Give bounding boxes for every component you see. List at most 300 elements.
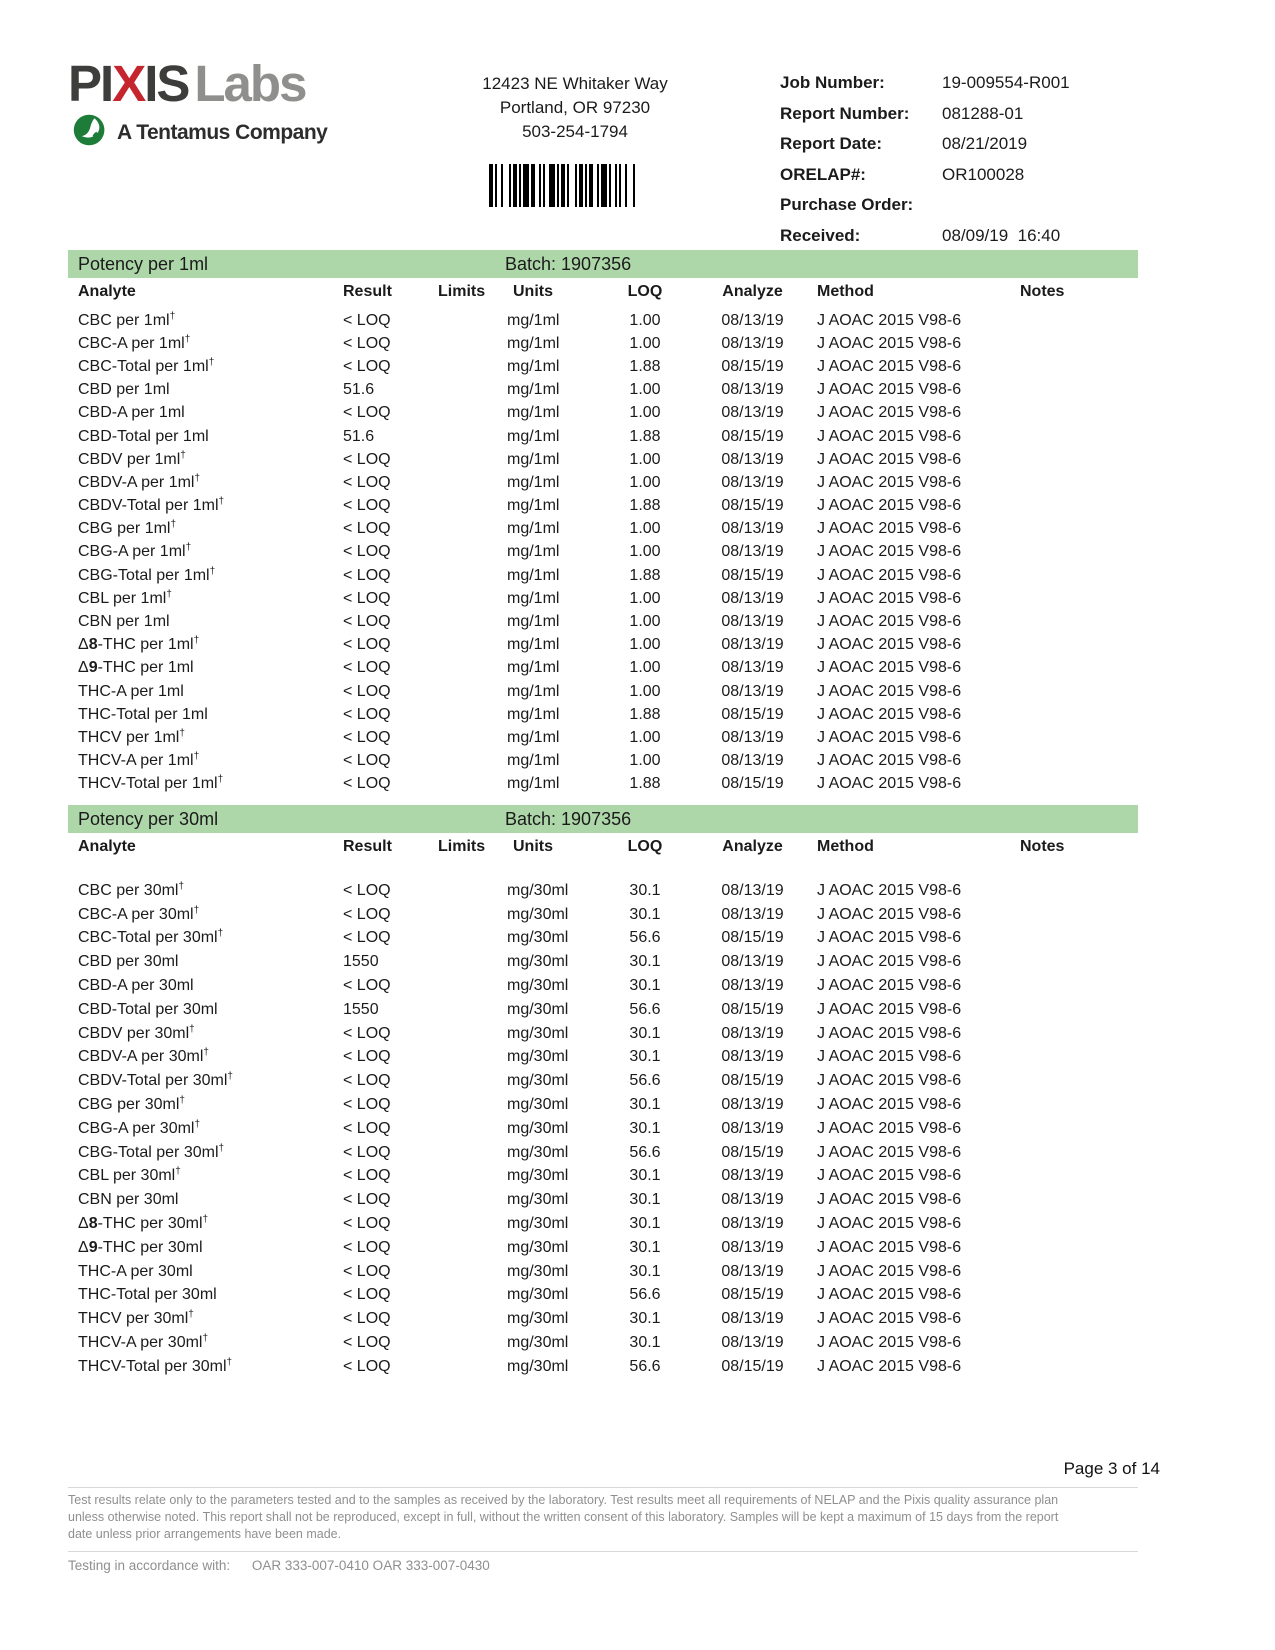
analyte-name: THCV-A per 30ml† xyxy=(78,1333,209,1352)
loq-value: 30.1 xyxy=(629,977,661,995)
loq-value: 30.1 xyxy=(629,1048,661,1066)
analyte-name: CBDV-A per 1ml† xyxy=(78,472,201,491)
units-value: mg/1ml xyxy=(507,659,560,677)
analyze-date: 08/13/19 xyxy=(721,311,784,329)
analyte-name: THCV-A per 1ml† xyxy=(78,751,200,770)
result-value: < LOQ xyxy=(343,636,391,654)
analyze-date: 08/13/19 xyxy=(721,1334,784,1352)
result-value: < LOQ xyxy=(343,775,391,793)
method-name: J AOAC 2015 V98-6 xyxy=(817,929,962,947)
analyze-date: 08/15/19 xyxy=(721,929,784,947)
logo-text-pi: PI xyxy=(68,55,113,112)
method-name: J AOAC 2015 V98-6 xyxy=(817,520,962,538)
report-info xyxy=(780,68,1170,251)
result-value: 1550 xyxy=(343,953,379,971)
info-label: Purchase Order: xyxy=(780,195,914,215)
loq-value: 56.6 xyxy=(629,1286,661,1304)
units-value: mg/30ml xyxy=(507,1096,569,1114)
analyze-date: 08/13/19 xyxy=(721,381,784,399)
info-value: 08/09/19 16:40 xyxy=(942,225,1061,245)
analyze-date: 08/15/19 xyxy=(721,1286,784,1304)
result-value: < LOQ xyxy=(343,404,391,422)
analyte-name: CBN per 1ml xyxy=(78,613,170,631)
method-name: J AOAC 2015 V98-6 xyxy=(817,589,962,607)
result-value: < LOQ xyxy=(343,1334,391,1352)
table-row xyxy=(68,425,1138,448)
method-name: J AOAC 2015 V98-6 xyxy=(817,1238,962,1256)
table-row xyxy=(68,1117,1138,1141)
analyze-date: 08/13/19 xyxy=(721,881,784,899)
analyze-date: 08/13/19 xyxy=(721,752,784,770)
table-row xyxy=(68,471,1138,494)
analyze-date: 08/13/19 xyxy=(721,659,784,677)
result-value: 51.6 xyxy=(343,427,375,445)
analyze-date: 08/13/19 xyxy=(721,682,784,700)
table-row xyxy=(68,1260,1138,1284)
info-label: Job Number: xyxy=(780,73,885,93)
analyte-name: THCV-Total per 1ml† xyxy=(78,774,224,793)
info-row-purchase-order xyxy=(780,190,1170,221)
method-name: J AOAC 2015 V98-6 xyxy=(817,404,962,422)
units-value: mg/30ml xyxy=(507,1262,569,1280)
method-name: J AOAC 2015 V98-6 xyxy=(817,1286,962,1304)
loq-value: 1.00 xyxy=(629,473,661,491)
units-value: mg/1ml xyxy=(507,381,560,399)
column-header-analyte: Analyte xyxy=(78,838,136,855)
units-value: mg/30ml xyxy=(507,1357,569,1375)
analyte-name: THC-Total per 1ml xyxy=(78,705,208,723)
info-value: 08/21/2019 xyxy=(942,134,1028,154)
analyze-date: 08/13/19 xyxy=(721,473,784,491)
loq-value: 1.00 xyxy=(629,381,661,399)
table-row xyxy=(68,448,1138,471)
loq-value: 1.88 xyxy=(629,775,661,793)
analyte-name: CBL per 1ml† xyxy=(78,588,172,607)
table-row xyxy=(68,1307,1138,1331)
analyte-name: CBDV per 1ml† xyxy=(78,449,186,468)
table-row xyxy=(68,927,1138,951)
result-value: < LOQ xyxy=(343,977,391,995)
method-name: J AOAC 2015 V98-6 xyxy=(817,381,962,399)
address-line-2: Portland, OR 97230 xyxy=(499,98,651,117)
section-title: Potency per 30ml xyxy=(78,809,219,829)
info-value: 081288-01 xyxy=(942,103,1024,123)
analyte-name: CBN per 30ml xyxy=(78,1191,179,1209)
table-row xyxy=(68,998,1138,1022)
result-value: < LOQ xyxy=(343,589,391,607)
column-header-method: Method xyxy=(817,838,874,855)
result-value: < LOQ xyxy=(343,1357,391,1375)
column-header-units: Units xyxy=(513,838,553,855)
analyte-name: CBG per 1ml† xyxy=(78,519,177,538)
units-value: mg/30ml xyxy=(507,1143,569,1161)
tentamus-leaf-icon xyxy=(72,112,108,153)
units-value: mg/30ml xyxy=(507,905,569,923)
section-batch: Batch: 1907356 xyxy=(505,254,632,274)
loq-value: 30.1 xyxy=(629,1334,661,1352)
analyze-date: 08/13/19 xyxy=(721,1215,784,1233)
analyze-date: 08/13/19 xyxy=(721,543,784,561)
table-row xyxy=(68,1236,1138,1260)
units-value: mg/30ml xyxy=(507,1167,569,1185)
result-value: 51.6 xyxy=(343,381,375,399)
result-value: < LOQ xyxy=(343,1191,391,1209)
method-name: J AOAC 2015 V98-6 xyxy=(817,728,962,746)
column-header-analyze: Analyze xyxy=(722,838,783,855)
analyze-date: 08/13/19 xyxy=(721,589,784,607)
loq-value: 1.00 xyxy=(629,520,661,538)
method-name: J AOAC 2015 V98-6 xyxy=(817,1167,962,1185)
analyte-name: CBC per 30ml† xyxy=(78,880,185,899)
method-name: J AOAC 2015 V98-6 xyxy=(817,977,962,995)
units-value: mg/30ml xyxy=(507,1215,569,1233)
table-row xyxy=(68,879,1138,903)
analyte-name: CBD-Total per 30ml xyxy=(78,1000,218,1018)
analyte-name: CBC-Total per 30ml† xyxy=(78,928,224,947)
result-value: < LOQ xyxy=(343,1286,391,1304)
table-header xyxy=(68,838,1138,858)
analyte-name: CBD per 1ml xyxy=(78,381,170,399)
analyze-date: 08/13/19 xyxy=(721,636,784,654)
result-value: < LOQ xyxy=(343,520,391,538)
method-name: J AOAC 2015 V98-6 xyxy=(817,752,962,770)
result-value: < LOQ xyxy=(343,311,391,329)
tentamus-tagline xyxy=(72,112,327,153)
result-value: < LOQ xyxy=(343,450,391,468)
method-name: J AOAC 2015 V98-6 xyxy=(817,450,962,468)
analyze-date: 08/13/19 xyxy=(721,1310,784,1328)
result-value: < LOQ xyxy=(343,1119,391,1137)
result-value: < LOQ xyxy=(343,543,391,561)
table-row xyxy=(68,1069,1138,1093)
table-row xyxy=(68,402,1138,425)
analyte-name: CBDV-A per 30ml† xyxy=(78,1047,209,1066)
analyze-date: 08/13/19 xyxy=(721,404,784,422)
table-row xyxy=(68,1141,1138,1165)
table-row xyxy=(68,657,1138,680)
result-value: 1550 xyxy=(343,1000,379,1018)
method-name: J AOAC 2015 V98-6 xyxy=(817,1000,962,1018)
units-value: mg/30ml xyxy=(507,929,569,947)
column-header-limits: Limits xyxy=(438,283,486,300)
loq-value: 1.00 xyxy=(629,682,661,700)
analyte-name: CBC-A per 1ml† xyxy=(78,333,191,352)
method-name: J AOAC 2015 V98-6 xyxy=(817,636,962,654)
result-value: < LOQ xyxy=(343,929,391,947)
units-value: mg/1ml xyxy=(507,566,560,584)
analyze-date: 08/13/19 xyxy=(721,953,784,971)
method-name: J AOAC 2015 V98-6 xyxy=(817,881,962,899)
result-value: < LOQ xyxy=(343,1048,391,1066)
loq-value: 1.00 xyxy=(629,311,661,329)
result-value: < LOQ xyxy=(343,1215,391,1233)
section-banner xyxy=(68,805,1138,833)
analyte-name: CBG per 30ml† xyxy=(78,1095,185,1114)
logo-text-labs: Labs xyxy=(194,55,306,112)
info-row-job-number xyxy=(780,68,1170,99)
analyte-name: THC-A per 1ml xyxy=(78,682,184,700)
table-row xyxy=(68,541,1138,564)
table-row xyxy=(68,1093,1138,1117)
units-value: mg/1ml xyxy=(507,728,560,746)
analyte-name: THCV-Total per 30ml† xyxy=(78,1356,233,1375)
method-name: J AOAC 2015 V98-6 xyxy=(817,1119,962,1137)
table-row xyxy=(68,903,1138,927)
table-row xyxy=(68,1212,1138,1236)
analyze-date: 08/15/19 xyxy=(721,1357,784,1375)
method-name: J AOAC 2015 V98-6 xyxy=(817,1024,962,1042)
info-row-report-date xyxy=(780,129,1170,160)
analyze-date: 08/13/19 xyxy=(721,613,784,631)
method-name: J AOAC 2015 V98-6 xyxy=(817,1143,962,1161)
loq-value: 1.88 xyxy=(629,705,661,723)
table-row xyxy=(68,1165,1138,1189)
loq-value: 30.1 xyxy=(629,1191,661,1209)
units-value: mg/30ml xyxy=(507,1191,569,1209)
barcode xyxy=(489,164,639,212)
loq-value: 1.88 xyxy=(629,566,661,584)
section-banner xyxy=(68,250,1138,278)
method-name: J AOAC 2015 V98-6 xyxy=(817,1262,962,1280)
analyte-name: CBD-A per 30ml xyxy=(78,977,194,995)
table-row xyxy=(68,634,1138,657)
result-value: < LOQ xyxy=(343,705,391,723)
analyte-name: THC-Total per 30ml xyxy=(78,1286,217,1304)
method-name: J AOAC 2015 V98-6 xyxy=(817,1191,962,1209)
loq-value: 30.1 xyxy=(629,1238,661,1256)
loq-value: 1.88 xyxy=(629,497,661,515)
table-row xyxy=(68,1284,1138,1308)
loq-value: 30.1 xyxy=(629,1262,661,1280)
units-value: mg/1ml xyxy=(507,334,560,352)
loq-value: 1.00 xyxy=(629,613,661,631)
table-row xyxy=(68,379,1138,402)
units-value: mg/1ml xyxy=(507,357,560,375)
units-value: mg/30ml xyxy=(507,1310,569,1328)
analyte-name: THCV per 30ml† xyxy=(78,1309,194,1328)
result-value: < LOQ xyxy=(343,905,391,923)
footer-divider xyxy=(68,1551,1138,1552)
loq-value: 1.88 xyxy=(629,427,661,445)
loq-value: 1.00 xyxy=(629,728,661,746)
analyze-date: 08/13/19 xyxy=(721,977,784,995)
analyze-date: 08/13/19 xyxy=(721,1119,784,1137)
units-value: mg/1ml xyxy=(507,473,560,491)
result-value: < LOQ xyxy=(343,497,391,515)
logo-text-x: X xyxy=(112,55,145,112)
loq-value: 30.1 xyxy=(629,881,661,899)
address-line-3: 503-254-1794 xyxy=(522,122,628,141)
analyze-date: 08/15/19 xyxy=(721,357,784,375)
loq-value: 1.00 xyxy=(629,636,661,654)
column-header-units: Units xyxy=(513,283,553,300)
loq-value: 56.6 xyxy=(629,1072,661,1090)
method-name: J AOAC 2015 V98-6 xyxy=(817,1334,962,1352)
analyze-date: 08/13/19 xyxy=(721,728,784,746)
analyze-date: 08/13/19 xyxy=(721,1024,784,1042)
analyze-date: 08/15/19 xyxy=(721,566,784,584)
testing-values: OAR 333-007-0410 OAR 333-007-0430 xyxy=(251,1558,490,1573)
column-header-analyte: Analyte xyxy=(78,283,136,300)
units-value: mg/1ml xyxy=(507,543,560,561)
info-row-orelap xyxy=(780,160,1170,191)
analyze-date: 08/13/19 xyxy=(721,1238,784,1256)
table-row xyxy=(68,564,1138,587)
units-value: mg/1ml xyxy=(507,497,560,515)
analyze-date: 08/15/19 xyxy=(721,775,784,793)
result-value: < LOQ xyxy=(343,1143,391,1161)
table-row xyxy=(68,587,1138,610)
loq-value: 1.00 xyxy=(629,450,661,468)
analyze-date: 08/13/19 xyxy=(721,1048,784,1066)
info-value: 19-009554-R001 xyxy=(942,73,1070,93)
result-value: < LOQ xyxy=(343,566,391,584)
analyze-date: 08/15/19 xyxy=(721,1000,784,1018)
result-value: < LOQ xyxy=(343,1167,391,1185)
analyte-name: THC-A per 30ml xyxy=(78,1262,193,1280)
table-row xyxy=(68,703,1138,726)
table-row xyxy=(68,680,1138,703)
units-value: mg/1ml xyxy=(507,589,560,607)
result-value: < LOQ xyxy=(343,1238,391,1256)
table-row xyxy=(68,495,1138,518)
table-row xyxy=(68,1355,1138,1379)
result-value: < LOQ xyxy=(343,334,391,352)
column-header-loq: LOQ xyxy=(627,838,663,855)
units-value: mg/30ml xyxy=(507,1286,569,1304)
address-line-1: 12423 NE Whitaker Way xyxy=(482,74,668,93)
method-name: J AOAC 2015 V98-6 xyxy=(817,775,962,793)
units-value: mg/1ml xyxy=(507,682,560,700)
table-row xyxy=(68,773,1138,796)
tagline-text: A Tentamus Company xyxy=(117,120,328,144)
info-label: ORELAP#: xyxy=(780,164,866,184)
units-value: mg/30ml xyxy=(507,1024,569,1042)
analyte-name: CBL per 30ml† xyxy=(78,1166,181,1185)
result-value: < LOQ xyxy=(343,682,391,700)
analyze-date: 08/13/19 xyxy=(721,450,784,468)
units-value: mg/30ml xyxy=(507,1048,569,1066)
analyze-date: 08/13/19 xyxy=(721,1191,784,1209)
testing-accordance xyxy=(68,1558,490,1573)
result-value: < LOQ xyxy=(343,1310,391,1328)
method-name: J AOAC 2015 V98-6 xyxy=(817,905,962,923)
analyte-name: CBG-Total per 30ml† xyxy=(78,1142,225,1161)
analyze-date: 08/13/19 xyxy=(721,334,784,352)
table-row xyxy=(68,309,1138,332)
table-row xyxy=(68,1022,1138,1046)
table-row xyxy=(68,1188,1138,1212)
units-value: mg/30ml xyxy=(507,977,569,995)
loq-value: 30.1 xyxy=(629,905,661,923)
analyte-name: CBD-Total per 1ml xyxy=(78,427,209,445)
table-row xyxy=(68,726,1138,749)
loq-value: 30.1 xyxy=(629,1215,661,1233)
units-value: mg/30ml xyxy=(507,1119,569,1137)
loq-value: 30.1 xyxy=(629,1310,661,1328)
loq-value: 30.1 xyxy=(629,1119,661,1137)
analyte-name: CBD-A per 1ml xyxy=(78,404,185,422)
units-value: mg/1ml xyxy=(507,636,560,654)
method-name: J AOAC 2015 V98-6 xyxy=(817,1357,962,1375)
analyte-name: CBC per 1ml† xyxy=(78,310,176,329)
result-value: < LOQ xyxy=(343,752,391,770)
table-row xyxy=(68,332,1138,355)
testing-label: Testing in accordance with: xyxy=(68,1558,231,1573)
method-name: J AOAC 2015 V98-6 xyxy=(817,613,962,631)
loq-value: 1.00 xyxy=(629,334,661,352)
table-row xyxy=(68,1046,1138,1070)
analyze-date: 08/13/19 xyxy=(721,1096,784,1114)
method-name: J AOAC 2015 V98-6 xyxy=(817,566,962,584)
analyte-name: CBG-A per 1ml† xyxy=(78,542,192,561)
analyze-date: 08/15/19 xyxy=(721,497,784,515)
info-label: Received: xyxy=(780,225,861,245)
footer-disclaimer: Test results relate only to the parameters tested and to the samples as received by the laboratory. Test results meet all requirements of NELAP and the Pixis quality assurance plan unless otherwise noted. This report shall not be reproduced, except in full, without the written consent of this laboratory. Samples will be kept a maximum of 15 days from the report date unless prior arrangements have been made. xyxy=(68,1493,1059,1541)
loq-value: 30.1 xyxy=(629,1167,661,1185)
loq-value: 1.00 xyxy=(629,659,661,677)
analyte-name: Δ9-THC per 30ml xyxy=(78,1238,203,1256)
method-name: J AOAC 2015 V98-6 xyxy=(817,473,962,491)
method-name: J AOAC 2015 V98-6 xyxy=(817,659,962,677)
analyze-date: 08/15/19 xyxy=(721,705,784,723)
units-value: mg/1ml xyxy=(507,427,560,445)
table-row xyxy=(68,518,1138,541)
loq-value: 30.1 xyxy=(629,1096,661,1114)
info-label: Report Number: xyxy=(780,103,910,123)
column-header-analyze: Analyze xyxy=(722,283,783,300)
table-body xyxy=(68,879,1138,1379)
table-row xyxy=(68,974,1138,998)
result-value: < LOQ xyxy=(343,728,391,746)
result-value: < LOQ xyxy=(343,1096,391,1114)
table-row xyxy=(68,1331,1138,1355)
loq-value: 56.6 xyxy=(629,1357,661,1375)
analyze-date: 08/15/19 xyxy=(721,1072,784,1090)
loq-value: 30.1 xyxy=(629,953,661,971)
analyte-name: CBC-A per 30ml† xyxy=(78,904,200,923)
result-value: < LOQ xyxy=(343,1262,391,1280)
section-batch: Batch: 1907356 xyxy=(505,809,632,829)
analyte-name: CBDV-Total per 1ml† xyxy=(78,496,225,515)
info-value: OR100028 xyxy=(942,164,1025,184)
units-value: mg/1ml xyxy=(507,705,560,723)
table-body xyxy=(68,309,1138,796)
units-value: mg/1ml xyxy=(507,752,560,770)
units-value: mg/30ml xyxy=(507,1238,569,1256)
method-name: J AOAC 2015 V98-6 xyxy=(817,427,962,445)
section-potency-per-1ml xyxy=(68,250,1138,796)
units-value: mg/30ml xyxy=(507,1072,569,1090)
analyze-date: 08/13/19 xyxy=(721,520,784,538)
loq-value: 56.6 xyxy=(629,1000,661,1018)
table-row xyxy=(68,610,1138,633)
section-title: Potency per 1ml xyxy=(78,254,209,274)
loq-value: 1.00 xyxy=(629,589,661,607)
result-value: < LOQ xyxy=(343,881,391,899)
result-value: < LOQ xyxy=(343,1024,391,1042)
result-value: < LOQ xyxy=(343,659,391,677)
method-name: J AOAC 2015 V98-6 xyxy=(817,497,962,515)
method-name: J AOAC 2015 V98-6 xyxy=(817,1072,962,1090)
method-name: J AOAC 2015 V98-6 xyxy=(817,543,962,561)
loq-value: 1.00 xyxy=(629,543,661,561)
method-name: J AOAC 2015 V98-6 xyxy=(817,1310,962,1328)
analyte-name: CBG-Total per 1ml† xyxy=(78,565,216,584)
column-header-notes: Notes xyxy=(1020,283,1065,300)
info-row-report-number xyxy=(780,99,1170,130)
method-name: J AOAC 2015 V98-6 xyxy=(817,357,962,375)
